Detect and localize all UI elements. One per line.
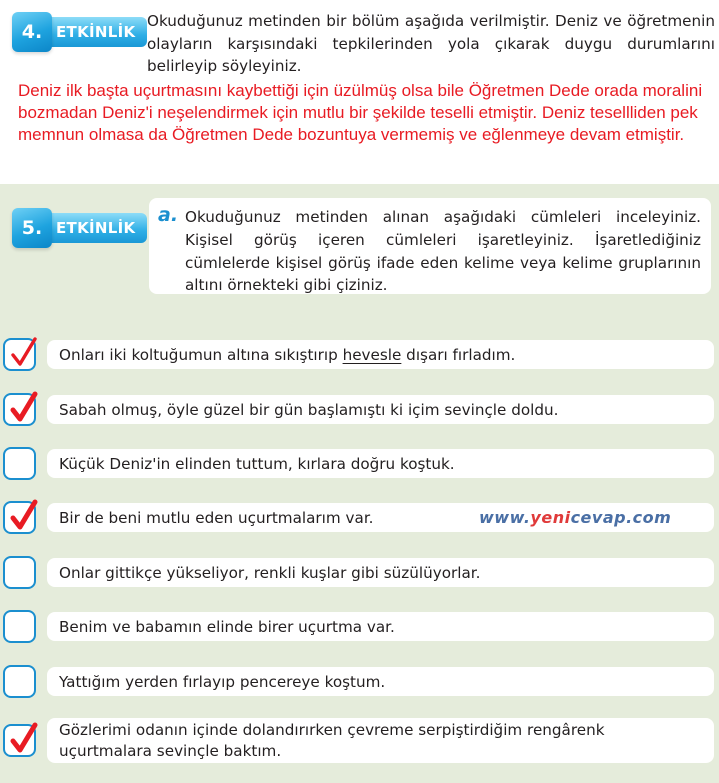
activity-5-number: 5. xyxy=(12,208,52,248)
watermark: www.yenicevap.com xyxy=(479,508,672,527)
checkmark-icon xyxy=(8,391,38,425)
sentence-checkbox[interactable] xyxy=(3,665,36,698)
activity-5-label: ETKİNLİK xyxy=(36,213,147,243)
checkmark-icon xyxy=(8,336,38,370)
sentence-checkbox[interactable] xyxy=(3,501,36,534)
sentence-text: Sabah olmuş, öyle güzel bir gün başlamıştı ki içim sevinçle doldu. xyxy=(47,395,714,424)
sentence-text: Gözlerimi odanın içinde dolandırırken çevreme serpiştirdiğim rengârenk uçurtmalara sevinçle baktım. xyxy=(47,718,714,763)
sentence-text: Onları iki koltuğumun altına sıkıştırıp hevesle dışarı fırladım. xyxy=(47,340,714,369)
question-instruction: Okuduğunuz metinden alınan aşağıdaki cümleleri inceleyiniz. Kişisel görüş içeren cümleleri işaretleyiniz. İşaretlediğiniz cümlelerde kişisel görüş ifade eden kelime veya kelime gruplarının altını örnekteki gibi çiziniz. xyxy=(185,208,701,295)
sentence-checkbox[interactable] xyxy=(3,338,36,371)
sentence-text: Benim ve babamın elinde birer uçurtma var. xyxy=(47,612,714,641)
activity-4-answer: Deniz ilk başta uçurtmasını kaybettiği için üzülmüş olsa bile Öğretmen Dede orada moralini bozmadan Deniz'i neşelendirmek için mutlu bir şekilde teselli etmiştir. Deniz tesellliden pek memnun olmasa da Öğretmen Dede bozuntuya vermemiş ve eğlenmeye devam etmiştir. xyxy=(18,81,703,145)
sentence-text: Yattığım yerden fırlayıp pencereye koştum. xyxy=(47,667,714,696)
underlined-opinion-word: hevesle xyxy=(342,345,402,364)
sentence-text: Küçük Deniz'in elinden tuttum, kırlara doğru koştuk. xyxy=(47,449,714,478)
sentence-checkbox[interactable] xyxy=(3,393,36,426)
activity-4-number: 4. xyxy=(12,12,52,52)
sentence-checkbox[interactable] xyxy=(3,447,36,480)
sentence-text: Onlar gittikçe yükseliyor, renkli kuşlar gibi süzülüyorlar. xyxy=(47,558,714,587)
activity-4-label: ETKİNLİK xyxy=(36,17,147,47)
question-letter: a. xyxy=(158,204,179,226)
question-box xyxy=(149,198,711,294)
sentence-checkbox[interactable] xyxy=(3,724,36,757)
sentence-text: Bir de beni mutlu eden uçurtmalarım var. xyxy=(47,503,714,532)
checkmark-icon xyxy=(8,499,38,533)
activity-4-instruction: Okuduğunuz metinden bir bölüm aşağıda verilmiştir. Deniz ve öğretmenin olayların karşısındaki tepkilerinden yola çıkarak duygu durumlarını belirleyip söyleyiniz. xyxy=(147,12,715,75)
sentence-checkbox[interactable] xyxy=(3,556,36,589)
checkmark-icon xyxy=(8,722,38,756)
sentence-checkbox[interactable] xyxy=(3,610,36,643)
